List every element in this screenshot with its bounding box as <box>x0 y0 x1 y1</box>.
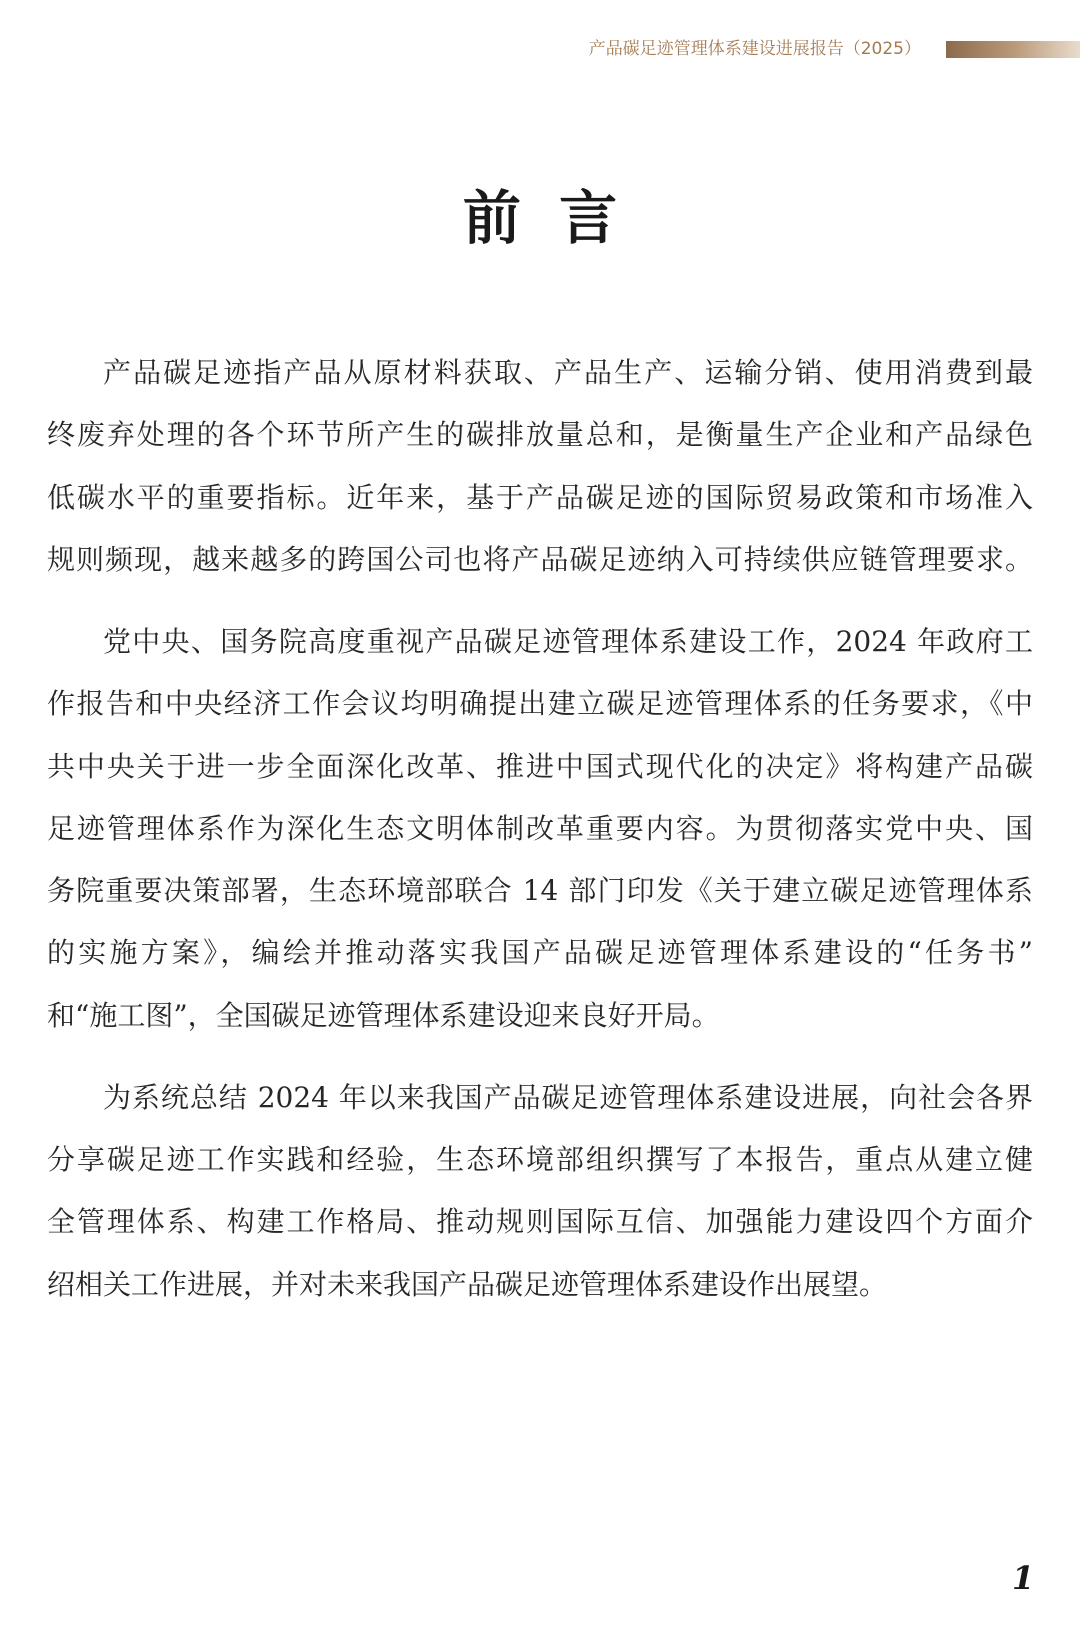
text-line: 低碳水平的重要指标。近年来，基于产品碳足迹的国际贸易政策和市场准入 <box>47 480 1033 514</box>
text-line: 和“施工图”，全国碳足迹管理体系建设迎来良好开局。 <box>47 998 720 1032</box>
header-decorative-bar <box>946 41 1080 58</box>
text-line: 分享碳足迹工作实践和经验，生态环境部组织撰写了本报告，重点从建立健 <box>47 1143 1033 1176</box>
body-text <box>47 342 1033 1316</box>
paragraph-3 <box>47 1067 1033 1316</box>
text-line: 全管理体系、构建工作格局、推动规则国际互信、加强能力建设四个方面介 <box>47 1205 1033 1239</box>
text-line: 共中央关于进一步全面深化改革、推进中国式现代化的决定》将构建产品碳 <box>47 749 1033 783</box>
text-line: 终废弃处理的各个环节所产生的碳排放量总和，是衡量生产企业和产品绿色 <box>47 418 1033 452</box>
text-line: 规则频现，越来越多的跨国公司也将产品碳足迹纳入可持续供应链管理要求。 <box>47 542 1033 576</box>
text-line: 的实施方案》，编绘并推动落实我国产品碳足迹管理体系建设的“任务书” <box>47 936 1033 970</box>
text-line: 为系统总结 2024 年以来我国产品碳足迹管理体系建设进展，向社会各界 <box>103 1080 1033 1114</box>
page-title: 前 言 <box>462 184 618 252</box>
text-line: 务院重要决策部署，生态环境部联合 14 部门印发《关于建立碳足迹管理体系 <box>47 874 1033 907</box>
text-line: 作报告和中央经济工作会议均明确提出建立碳足迹管理体系的任务要求，《中 <box>47 687 1033 721</box>
text-line: 绍相关工作进展，并对未来我国产品碳足迹管理体系建设作出展望。 <box>47 1267 888 1301</box>
running-header-title: 产品碳足迹管理体系建设进展报告（2025） <box>588 39 921 59</box>
paragraph-2 <box>47 611 1033 1047</box>
paragraph-1 <box>47 342 1033 591</box>
text-line: 党中央、国务院高度重视产品碳足迹管理体系建设工作，2024 年政府工 <box>103 625 1033 658</box>
text-line: 产品碳足迹指产品从原材料获取、产品生产、运输分销、使用消费到最 <box>103 356 1033 389</box>
text-line: 足迹管理体系作为深化生态文明体制改革重要内容。为贯彻落实党中央、国 <box>47 811 1033 845</box>
page-number: 1 <box>1012 1559 1035 1597</box>
